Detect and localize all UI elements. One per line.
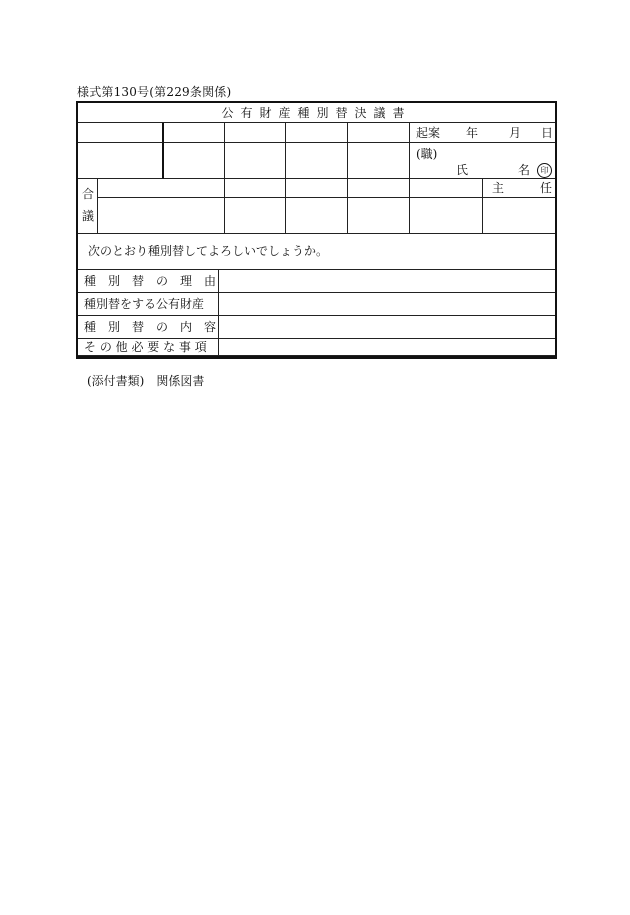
drafter-cell — [410, 143, 555, 179]
content-field[interactable] — [219, 316, 555, 339]
year-label: 年 — [466, 126, 479, 140]
consultation-box — [410, 198, 483, 234]
other-matters-field[interactable] — [219, 339, 555, 356]
approval-box — [78, 123, 164, 143]
approval-box — [348, 143, 410, 179]
consultation-box — [98, 179, 225, 198]
seal-mark: 印 — [537, 163, 552, 178]
content-label: 種 別 替 の 内 容 — [78, 316, 219, 339]
approval-box — [225, 143, 286, 179]
chief-cell — [483, 179, 555, 198]
consultation-label-1: 合 — [82, 187, 95, 201]
consultation-box — [225, 198, 286, 234]
other-matters-label: そ の 他 必 要 な 事 項 — [78, 339, 219, 356]
month-label: 月 — [509, 126, 522, 140]
consultation-box — [286, 198, 348, 234]
consultation-box — [410, 179, 483, 198]
form-title: 公有財産種別替決議書 — [78, 103, 555, 123]
consultation-box — [98, 198, 225, 234]
consultation-box — [348, 179, 410, 198]
consultation-label-cell — [78, 179, 98, 234]
property-field[interactable] — [219, 293, 555, 316]
consultation-box — [348, 198, 410, 234]
name-label-1: 氏 — [456, 163, 469, 177]
chief-label-1: 主 — [492, 181, 505, 195]
attachments-note: (添付書類) 関係図書 — [87, 374, 205, 388]
day-label: 日 — [541, 126, 554, 140]
approval-box — [164, 123, 225, 143]
chief-seal-box — [483, 198, 555, 234]
consultation-label-2: 議 — [82, 209, 95, 223]
property-label: 種別替をする公有財産 — [78, 293, 219, 316]
reason-field[interactable] — [219, 270, 555, 293]
decision-statement: 次のとおり種別替してよろしいでしょうか。 — [78, 234, 555, 270]
draft-date-cell — [410, 123, 555, 143]
approval-box — [225, 123, 286, 143]
consultation-box — [225, 179, 286, 198]
position-label: (職) — [416, 147, 438, 161]
approval-box — [78, 143, 164, 179]
chief-label-2: 任 — [540, 181, 553, 195]
decision-form — [76, 101, 557, 359]
draft-label: 起案 — [416, 126, 441, 140]
approval-box — [348, 123, 410, 143]
form-number: 様式第130号(第229条関係) — [77, 85, 232, 99]
approval-box — [286, 143, 348, 179]
approval-box — [164, 143, 225, 179]
reason-label: 種 別 替 の 理 由 — [78, 270, 219, 293]
approval-box — [286, 123, 348, 143]
name-label-2: 名 — [518, 163, 531, 177]
consultation-box — [286, 179, 348, 198]
